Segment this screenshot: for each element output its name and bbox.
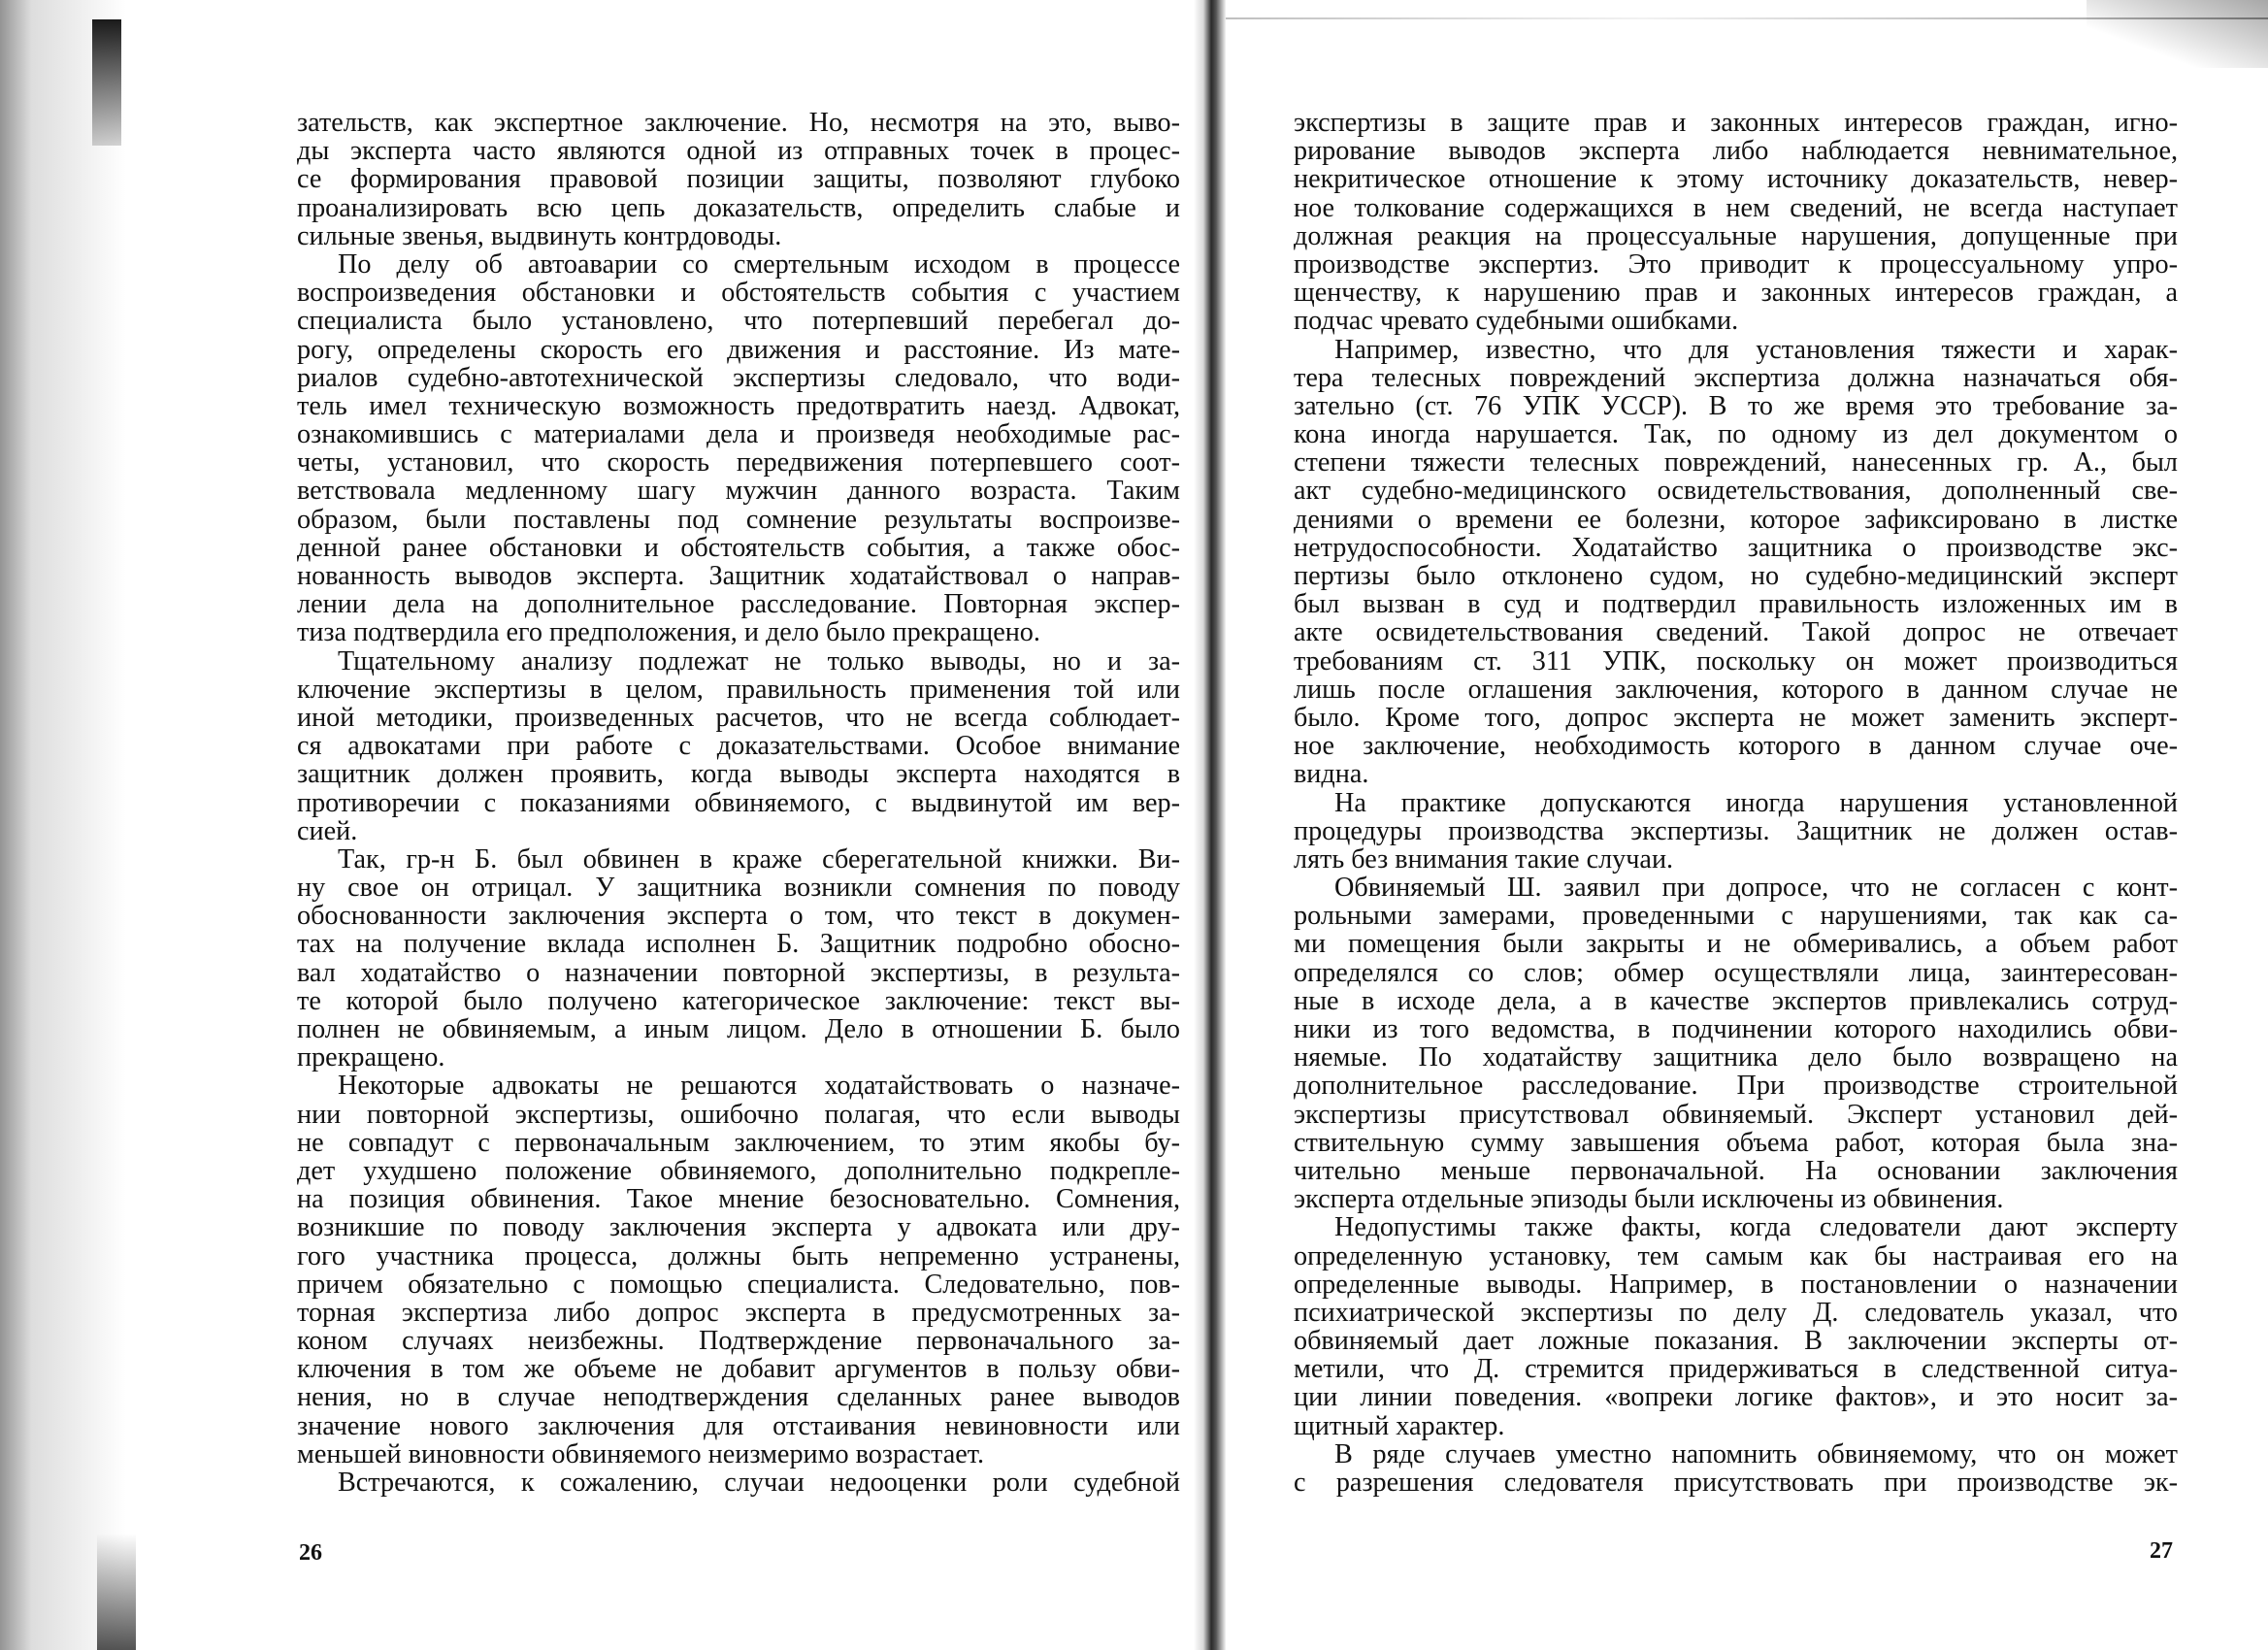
text-line: тера телесных повреждений экспертиза должна назначаться обя- — [1294, 362, 2178, 393]
text-line: коном случаях неизбежны. Подтверждение первоначального за- — [297, 1326, 1180, 1357]
text-line: рольными замерами, проведенными с нарушениями, так как са- — [1294, 901, 2178, 932]
text-line: нованность выводов эксперта. Защитник ходатайствовал о направ- — [297, 561, 1180, 591]
text-line: экспертизы в защите прав и законных интересов граждан, игно- — [1294, 108, 2178, 138]
text-line: сией. — [297, 815, 358, 846]
text-line: с разрешения следователя присутствовать при производстве эк- — [1294, 1468, 2178, 1498]
text-line: некритическое отношение к этому источнику доказательств, невер- — [1294, 164, 2178, 195]
text-line: ники из того ведомства, в подчинении которого находились обви- — [1294, 1014, 2178, 1044]
text-line: Так, гр-н Б. был обвинен в краже сберегательной книжки. Ви- — [338, 843, 1180, 874]
text-line: психиатрической экспертизы по делу Д. следователь указал, что — [1294, 1297, 2178, 1328]
text-line: акт судебно-медицинского освидетельствования, дополненный све- — [1294, 476, 2178, 507]
text-line: полнен не обвиняемым, а иным лицом. Дело в отношении Б. было — [297, 1014, 1180, 1044]
text-line: четы, установил, что скорость передвижения потерпевшего соот- — [297, 447, 1180, 478]
scan-shadow-right-top — [2087, 0, 2268, 68]
text-line: щитный характер. — [1294, 1410, 1505, 1441]
text-line: ции линии поведения. «вопреки логике фактов», и это носит за- — [1294, 1382, 2178, 1413]
text-line: пертизы было отклонено судом, но судебно-медицинский эксперт — [1294, 561, 2178, 591]
text-line: специалиста было установлено, что потерпевший перебегал до- — [297, 306, 1180, 337]
text-line: образом, были поставлены под сомнение результаты воспроизве- — [297, 504, 1180, 535]
text-line: определенную установку, тем самым как бы настраивая его на — [1294, 1240, 2178, 1271]
text-line: нения, но в случае неподтверждения сделанных ранее выводов — [297, 1382, 1180, 1413]
text-line: не совпадут с первоначальным заключением, то этим якобы бу- — [297, 1127, 1180, 1158]
text-line: дополнительное расследование. При производстве строительной — [1294, 1071, 2178, 1102]
text-line: кона иногда нарушается. Так, по одному из дел документом о — [1294, 419, 2178, 450]
scan-shadow-left-edge — [0, 0, 126, 1650]
text-line: ные в исходе дела, а в качестве экспертов привлекались сотруд- — [1294, 985, 2178, 1016]
text-line: тиза подтвердила его предположения, и дело было прекращено. — [297, 617, 1040, 648]
text-line: гого участника процесса, должны быть непременно устранены, — [297, 1240, 1180, 1271]
text-line: меньшей виновности обвиняемого неизмеримо возрастает. — [297, 1438, 984, 1469]
text-line: ветствовала медленному шагу мужчин данного возраста. Таким — [297, 476, 1180, 507]
text-line: определялся со слов; обмер осуществляли лица, заинтересован- — [1294, 957, 2178, 988]
text-line: По делу об автоаварии со смертельным исходом в процессе — [338, 248, 1180, 280]
text-line: ключение экспертизы в целом, правильность применения той или — [297, 674, 1180, 705]
scan-shadow-left-bottom — [97, 1534, 136, 1650]
text-line: значение нового заключения для отстаивания невиновности или — [297, 1410, 1180, 1441]
right-page-text — [1294, 109, 2178, 1497]
text-line: На практике допускаются иногда нарушения установленной — [1334, 787, 2178, 818]
text-line: В ряде случаев уместно напомнить обвиняемому, что он может — [1334, 1438, 2178, 1469]
text-line: се формирования правовой позиции защиты, позволяют глубоко — [297, 164, 1180, 195]
book-gutter — [1194, 0, 1226, 1650]
text-line: на позиция обвинения. Такое мнение безосновательно. Сомнения, — [297, 1184, 1180, 1215]
text-line: щенчеству, к нарушению прав и законных интересов граждан, а — [1294, 278, 2178, 309]
text-line: должная реакция на процессуальные нарушения, допущенные при — [1294, 220, 2178, 251]
text-line: Некоторые адвокаты не решаются ходатайствовать о назначе- — [338, 1071, 1180, 1102]
text-line: степени тяжести телесных повреждений, нанесенных гр. А., был — [1294, 447, 2178, 478]
text-line: рогу, определены скорость его движения и расстояние. Из мате- — [297, 334, 1180, 365]
text-line: воспроизведения обстановки и обстоятельств события с участием — [297, 278, 1180, 309]
text-line: причем обязательно с помощью специалиста. Следовательно, пов- — [297, 1269, 1180, 1300]
text-line: акте освидетельствования сведений. Такой допрос не отвечает — [1294, 617, 2178, 648]
text-line: ключения в том же объеме не добавит аргументов в пользу обви- — [297, 1354, 1180, 1385]
text-line: нетрудоспособности. Ходатайство защитника о производстве экс- — [1294, 532, 2178, 563]
text-line: определенные выводы. Например, в постановлении о назначении — [1294, 1269, 2178, 1300]
text-line: ну свое он отрицал. У защитника возникли сомнения по поводу — [297, 873, 1180, 904]
text-line: торная экспертиза либо допрос эксперта в предусмотренных за- — [297, 1297, 1180, 1328]
text-line: ся адвокатами при работе с доказательствами. Особое внимание — [297, 731, 1180, 762]
text-line: Тщательному анализу подлежат не только выводы, но и за- — [338, 645, 1180, 676]
text-line: возникшие по поводу заключения эксперта у адвоката или дру- — [297, 1212, 1180, 1243]
text-line: иной методики, произведенных расчетов, что не всегда соблюдает- — [297, 702, 1180, 733]
text-line: тах на получение вклада исполнен Б. Защитник подробно обосно- — [297, 929, 1180, 960]
text-line: Недопустимы также факты, когда следователи дают эксперту — [1334, 1212, 2178, 1243]
text-line: дениями о времени ее болезни, которое зафиксировано в листке — [1294, 504, 2178, 535]
text-line: лять без внимания такие случаи. — [1294, 843, 1674, 874]
text-line: лишь после оглашения заключения, которого в данном случае не — [1294, 674, 2178, 705]
text-line: ды эксперта часто являются одной из отправных точек в процес- — [297, 136, 1180, 167]
text-line: ми помещения были закрыты и не обмеривались, а объем работ — [1294, 929, 2178, 960]
right-page — [1226, 0, 2268, 1650]
text-line: ознакомившись с материалами дела и произведя необходимые рас- — [297, 419, 1180, 450]
text-line: эксперта отдельные эпизоды были исключены из обвинения. — [1294, 1184, 2004, 1215]
text-line: требованиям ст. 311 УПК, поскольку он может производиться — [1294, 645, 2178, 676]
text-line: прекращено. — [297, 1042, 445, 1073]
scan-edge-line — [1226, 17, 2268, 19]
text-line: подчас чревато судебными ошибками. — [1294, 306, 1739, 337]
scan-shadow-left-top — [92, 19, 121, 146]
text-line: денной ранее обстановки и обстоятельств события, а также обос- — [297, 532, 1180, 563]
text-line: производстве экспертиз. Это приводит к процессуальному упро- — [1294, 248, 2178, 280]
text-line: процедуры производства экспертизы. Защитник не должен остав- — [1294, 815, 2178, 846]
text-line: метили, что Д. стремится придерживаться в следственной ситуа- — [1294, 1354, 2178, 1385]
text-line: лении дела на дополнительное расследование. Повторная экспер- — [297, 589, 1180, 620]
text-line: ное толкование содержащихся в нем сведений, не всегда наступает — [1294, 192, 2178, 223]
text-line: обвиняемый дает ложные показания. В заключении эксперты от- — [1294, 1326, 2178, 1357]
text-line: обоснованности заключения эксперта о том, что текст в докумен- — [297, 901, 1180, 932]
text-line: противоречии с показаниями обвиняемого, с выдвинутой им вер- — [297, 787, 1180, 818]
text-line: экспертизы присутствовал обвиняемый. Эксперт установил дей- — [1294, 1099, 2178, 1130]
text-line: те которой было получено категорическое заключение: текст вы- — [297, 985, 1180, 1016]
text-line: видна. — [1294, 759, 1369, 790]
text-line: ствительную сумму завышения объема работ, которая была зна- — [1294, 1127, 2178, 1158]
page-number-left: 26 — [299, 1540, 322, 1566]
text-line: ное заключение, необходимость которого в данном случае оче- — [1294, 731, 2178, 762]
text-line: зательств, как экспертное заключение. Но, несмотря на это, выво- — [297, 108, 1180, 138]
text-line: чительно меньше первоначальной. На основании заключения — [1294, 1155, 2178, 1186]
text-line: вал ходатайство о назначении повторной экспертизы, в результа- — [297, 957, 1180, 988]
text-line: было. Кроме того, допрос эксперта не может заменить эксперт- — [1294, 702, 2178, 733]
text-line: Встречаются, к сожалению, случаи недооценки роли судебной — [338, 1468, 1180, 1498]
text-line: был вызван в суд и подтвердил правильность изложенных им в — [1294, 589, 2178, 620]
text-line: Обвиняемый Ш. заявил при допросе, что не согласен с конт- — [1334, 873, 2178, 904]
text-line: нии повторной экспертизы, ошибочно полагая, что если выводы — [297, 1099, 1180, 1130]
text-line: Например, известно, что для установления тяжести и харак- — [1334, 334, 2178, 365]
text-line: защитник должен проявить, когда выводы эксперта находятся в — [297, 759, 1180, 790]
left-page-text — [297, 109, 1180, 1497]
text-line: тель имел техническую возможность предотвратить наезд. Адвокат, — [297, 390, 1180, 421]
text-line: зательно (ст. 76 УПК УССР). В то же время это требование за- — [1294, 390, 2178, 421]
text-line: риалов судебно-автотехнической экспертизы следовало, что води- — [297, 362, 1180, 393]
text-line: сильные звенья, выдвинуть контрдоводы. — [297, 220, 782, 251]
text-line: рирование выводов эксперта либо наблюдается невнимательное, — [1294, 136, 2178, 167]
text-line: проанализировать всю цепь доказательств, определить слабые и — [297, 192, 1180, 223]
text-line: дет ухудшено положение обвиняемого, дополнительно подкрепле- — [297, 1155, 1180, 1186]
text-line: няемые. По ходатайству защитника дело было возвращено на — [1294, 1042, 2178, 1073]
page-number-right: 27 — [2150, 1538, 2173, 1564]
